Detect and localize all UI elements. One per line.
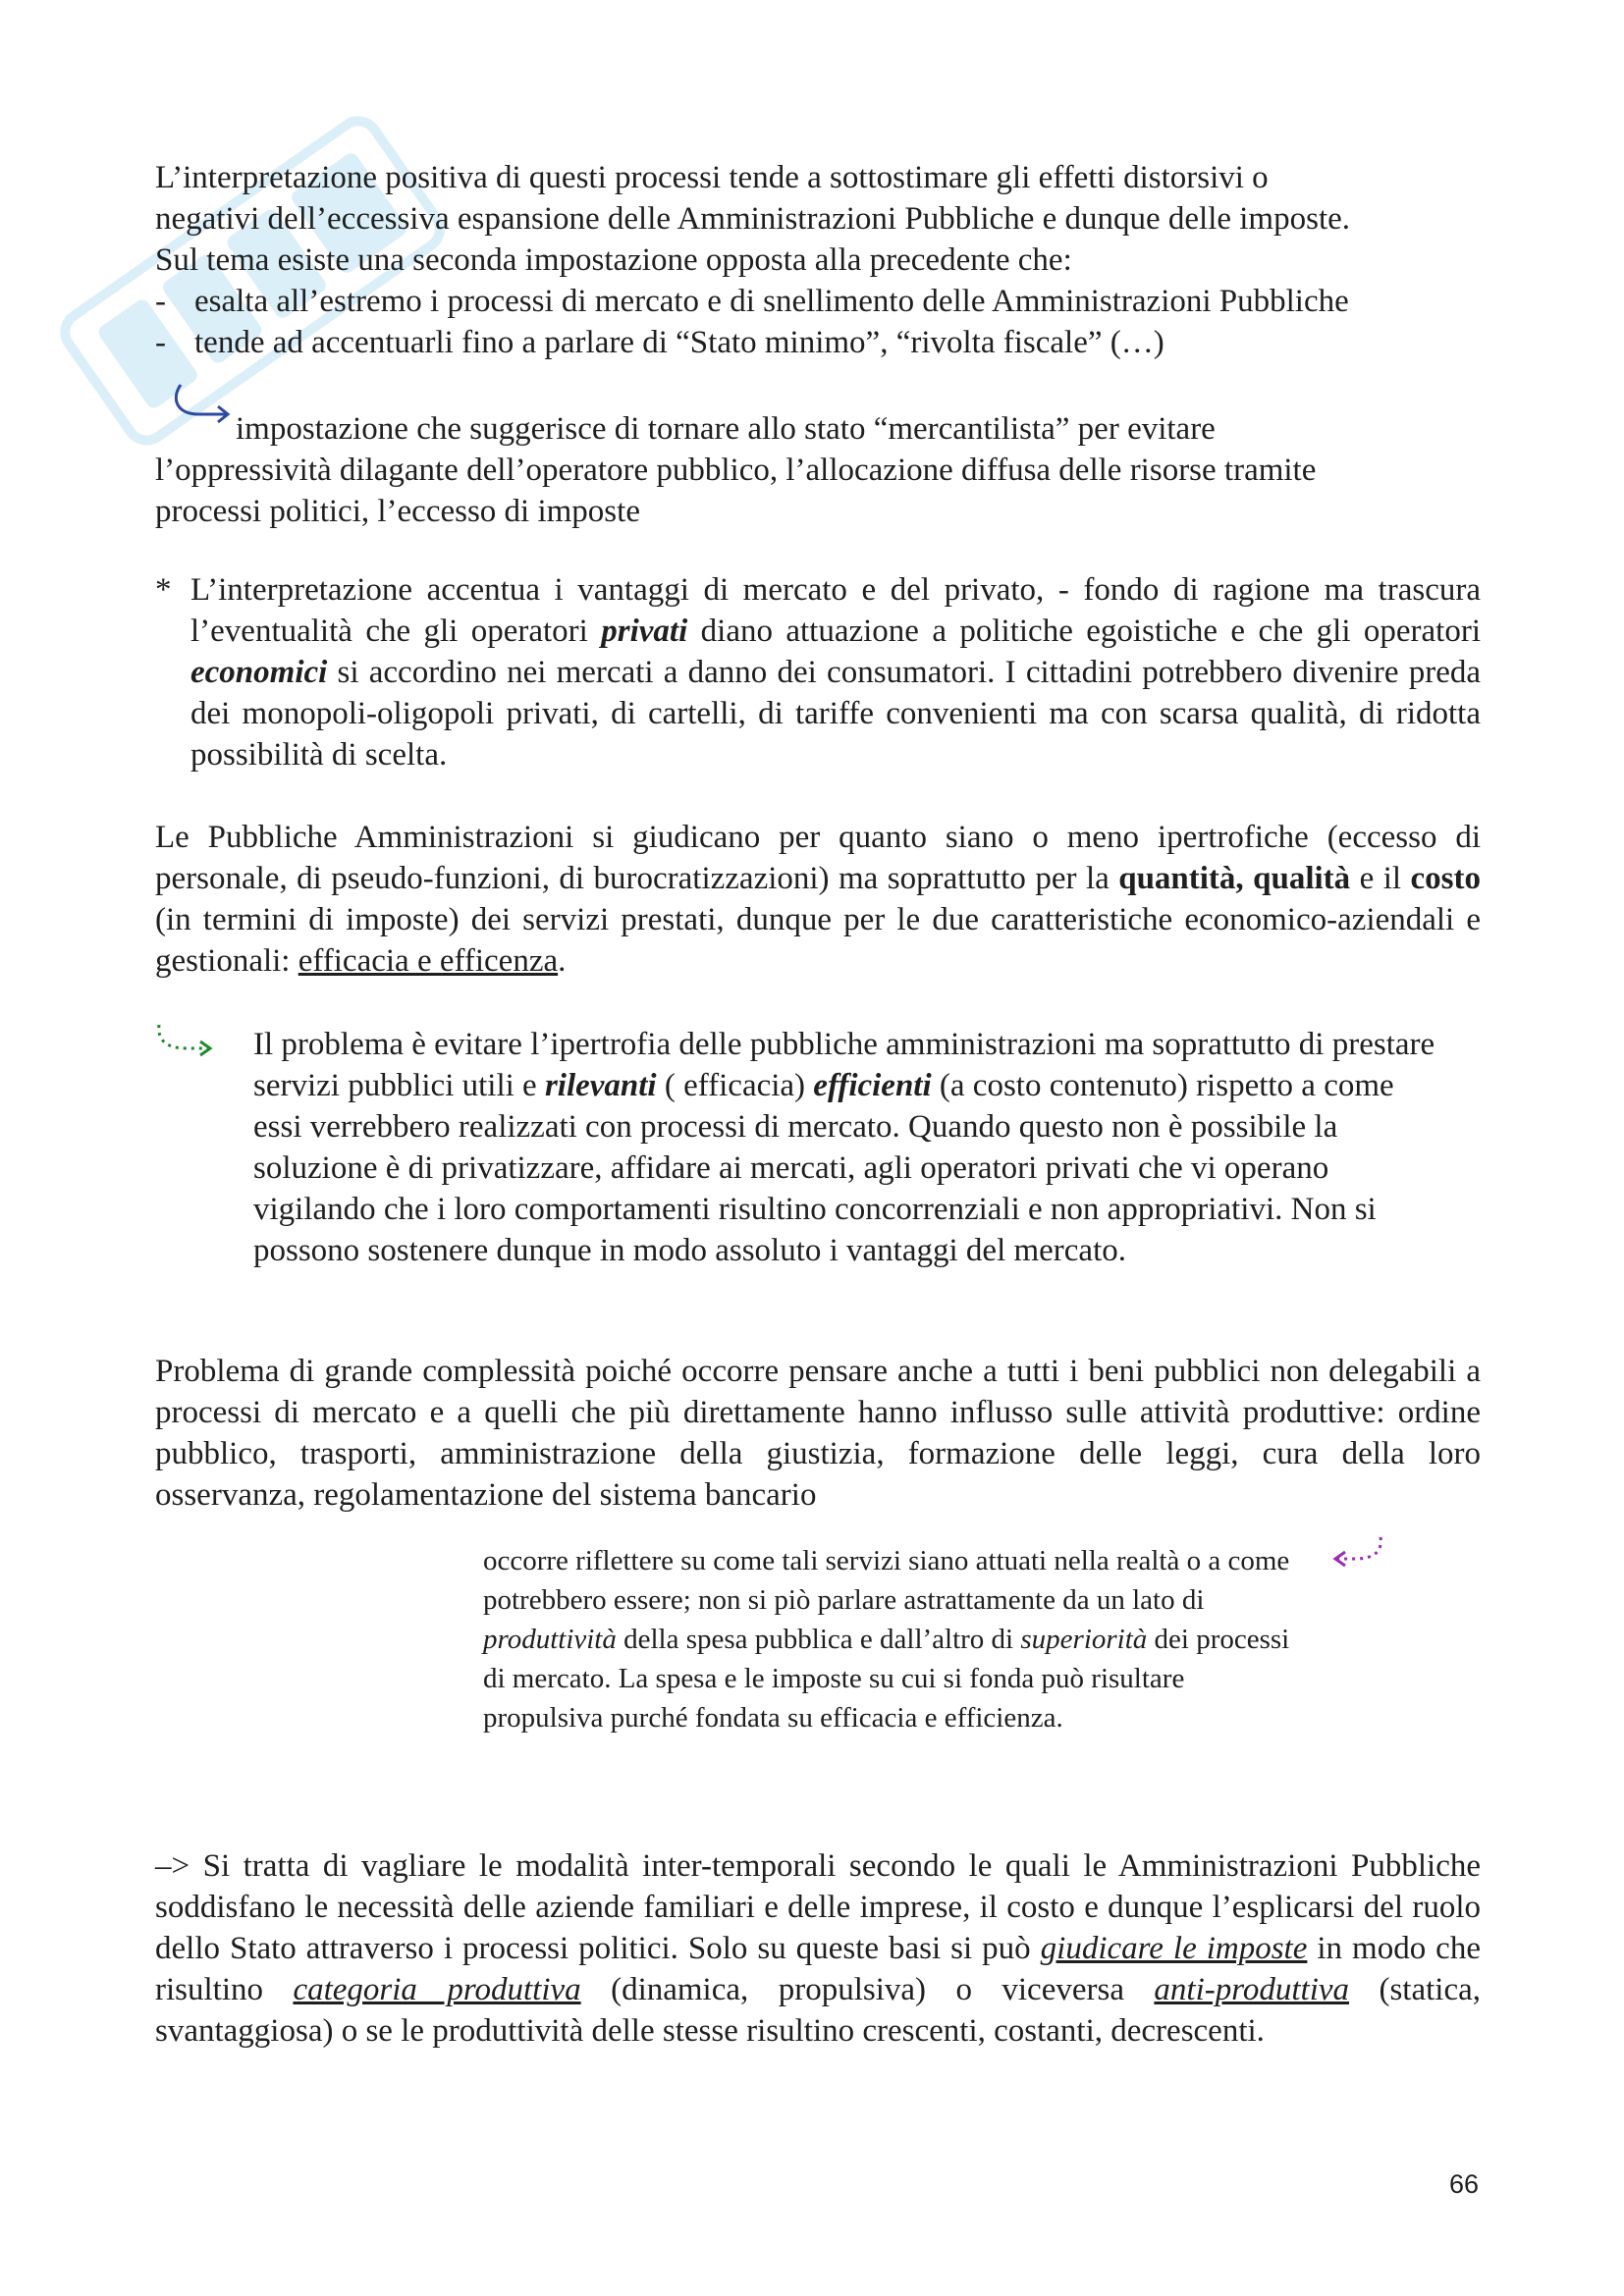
text-span: Le Pubbliche Amministrazioni si giudicano per quanto siano o meno ipertrofiche (eccesso di personale, di pseudo-funzioni, di burocratizzazioni) ma soprattutto per la (155, 820, 1481, 896)
paragraph-conclusione (155, 1845, 1481, 2052)
text-span: –> Si tratta di vagliare le modalità inter-temporali secondo le quali le Amministrazioni Pubbliche soddisfano le necessità delle aziende familiari e delle imprese, il costo e dunque l’esplicarsi del ruolo dello Stato attraverso i processi politici. Solo su queste basi si può (155, 1848, 1481, 1966)
dotted-arrow-left-icon (1331, 1533, 1390, 1573)
emphasis-privati: privati (601, 614, 688, 649)
list-item (155, 322, 1481, 363)
page-number: 66 (1448, 2169, 1479, 2199)
text-span: diano attuazione a politiche egoistiche e che gli operatori (687, 614, 1481, 649)
text-line: impostazione che suggerisce di tornare allo stato “mercantilista” per evitare (236, 411, 1216, 447)
paragraph-complessita (155, 1351, 1481, 1516)
paragraph-intro (155, 157, 1481, 363)
text-span: L’interpretazione accentua i vantaggi di mercato e del privato, - fondo di ragione ma trascura l’eventualità che gli operatori (190, 572, 1481, 649)
text-line: l’oppressività dilagante dell’operatore pubblico, l’allocazione diffusa delle risorse tramite (155, 453, 1317, 488)
paragraph-problema (253, 1024, 1445, 1271)
paragraph-text (190, 569, 1481, 775)
emphasis-rilevanti: rilevanti (544, 1068, 657, 1103)
underline-efficacia: efficacia e efficenza (298, 943, 559, 979)
dash-bullet: - (155, 284, 166, 319)
underline-giudicare: giudicare le imposte (1040, 1931, 1308, 1966)
text-span: si accordino nei mercati a danno dei consumatori. I cittadini potrebbero divenire preda dei monopoli-oligopoli privati, di cartelli, di tariffe convenienti ma con scarsa qualità, di ridotta possibilità di scelta. (190, 655, 1481, 773)
text-span: Problema di grande complessità poiché occorre pensare anche a tutti i beni pubblici non delegabili a processi di mercato e a quelli che più direttamente hanno influsso sulle attività produttive: ordine pubblico, trasporti, amministrazione della giustizia, formazione delle leggi, cura della loro osservanza, regolamentazione del sistema bancario (155, 1354, 1481, 1513)
paragraph-impostazione (155, 408, 1481, 532)
text-line: processi politici, l’eccesso di imposte (155, 494, 640, 529)
text-span: (in termini di imposte) dei servizi prestati, dunque per le due caratteristiche economico-aziendali e gestionali: (155, 902, 1481, 979)
text-span: . (558, 943, 567, 979)
list-item (155, 281, 1481, 322)
list-item-text: esalta all’estremo i processi di mercato e di snellimento delle Amministrazioni Pubbliche (194, 284, 1349, 319)
list-item-text: tende ad accentuarli fino a parlare di “Stato minimo”, “rivolta fiscale” (…) (194, 325, 1164, 360)
side-note (483, 1541, 1298, 1737)
text-span: (a costo contenuto) rispetto a come essi verrebbero realizzati con processi di mercato. Quando questo non è possibile la soluzione è di privatizzare, affidare ai mercati, agli operatori privati che vi operano vigilando che i loro comportamenti risultino concorrenziali e non appropriativi. Non si possono sostenere dunque in modo assoluto i vantaggi del mercato. (253, 1068, 1394, 1268)
text-span: e il (1350, 861, 1411, 896)
bold-qualita: qualità (1253, 861, 1351, 896)
underline-anti-produttiva: anti-produttiva (1154, 1972, 1350, 2007)
text-line: Sul tema esiste una seconda impostazione opposta alla precedente che: (155, 242, 1072, 278)
text-span: (statica, svantaggiosa) o se le produttività delle stesse risultino crescenti, costanti, decrescenti. (155, 1972, 1481, 2049)
text-line: negativi dell’eccessiva espansione delle Amministrazioni Pubbliche e dunque delle imposte. (155, 201, 1351, 237)
text-span: Il problema è evitare l’ipertrofia delle pubbliche amministrazioni ma soprattutto di prestare servizi pubblici utili e (253, 1027, 1435, 1103)
emphasis-efficienti: efficienti (813, 1068, 932, 1103)
emphasis-economici: economici (190, 655, 328, 690)
text-span (1244, 861, 1253, 896)
bold-costo: costo (1410, 861, 1482, 896)
bold-quantita: quantità, (1118, 861, 1244, 896)
text-span: in modo che risultino (155, 1931, 1481, 2007)
text-span: dei processi di mercato. La spesa e le imposte su cui si fonda può risultare propulsiva purché fondata su efficacia e efficienza. (483, 1624, 1290, 1734)
asterisk-marker: * (155, 572, 172, 608)
italic-produttivita: produttività (483, 1624, 617, 1655)
text-span: occorre riflettere su come tali servizi siano attuati nella realtà o a come potrebbero essere; non si piò parlare astrattamente da un lato di (483, 1545, 1290, 1616)
text-span: della spesa pubblica e dall’altro di (616, 1624, 1021, 1655)
dotted-arrow-icon (153, 1021, 222, 1060)
dash-bullet: - (155, 325, 166, 360)
italic-superiorita: superiorità (1020, 1624, 1148, 1655)
underline-categoria: categoria produttiva (293, 1972, 581, 2007)
text-line: L’interpretazione positiva di questi processi tende a sottostimare gli effetti distorsivi o (155, 160, 1269, 195)
paragraph-interpretazione (155, 569, 1481, 775)
paragraph-pubbliche-amministrazioni (155, 817, 1481, 982)
text-span: (dinamica, propulsiva) o viceversa (580, 1972, 1155, 2007)
text-span: ( efficacia) (656, 1068, 814, 1103)
